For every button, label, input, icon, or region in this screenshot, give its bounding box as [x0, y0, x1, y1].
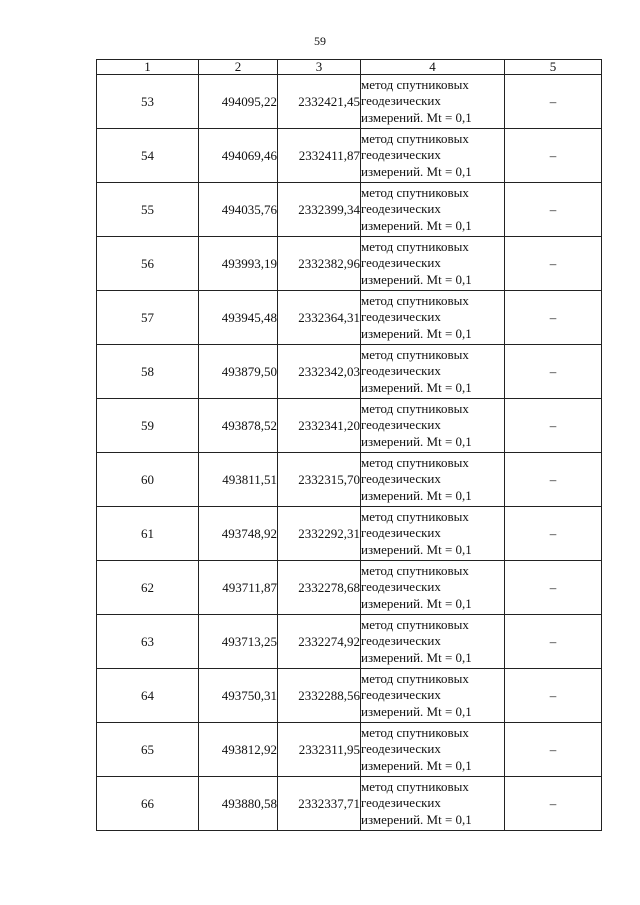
y-coordinate-cell: 2332278,68 — [278, 561, 361, 615]
method-line: измерений. Mt = 0,1 — [361, 757, 472, 773]
method-cell — [361, 669, 505, 723]
method-line: измерений. Mt = 0,1 — [361, 379, 472, 395]
x-coordinate-cell: 494035,76 — [199, 183, 278, 237]
y-coordinate-cell: 2332315,70 — [278, 453, 361, 507]
method-cell — [361, 507, 505, 561]
x-coordinate-cell: 494069,46 — [199, 129, 278, 183]
header-col-5: 5 — [505, 60, 602, 75]
method-line: геодезических — [361, 93, 441, 109]
table-row — [97, 615, 602, 669]
y-coordinate-cell: 2332399,34 — [278, 183, 361, 237]
point-number-cell: 60 — [97, 453, 199, 507]
y-coordinate-cell: 2332411,87 — [278, 129, 361, 183]
method-line: геодезических — [361, 633, 441, 649]
y-coordinate-cell: 2332364,31 — [278, 291, 361, 345]
column-5-cell: – — [505, 75, 602, 129]
table-row — [97, 291, 602, 345]
y-coordinate-cell: 2332341,20 — [278, 399, 361, 453]
page-number: 59 — [314, 34, 326, 48]
method-cell — [361, 561, 505, 615]
method-line: геодезических — [361, 309, 441, 325]
coordinates-table — [96, 59, 602, 831]
point-number-cell: 59 — [97, 399, 199, 453]
method-line: геодезических — [361, 579, 441, 595]
x-coordinate-cell: 493748,92 — [199, 507, 278, 561]
y-coordinate-cell: 2332342,03 — [278, 345, 361, 399]
table-row — [97, 507, 602, 561]
header-col-3: 3 — [278, 60, 361, 75]
table-header — [97, 60, 602, 75]
method-line: метод спутниковых — [361, 76, 469, 92]
method-line: метод спутниковых — [361, 616, 469, 632]
table-row — [97, 345, 602, 399]
column-5-cell: – — [505, 399, 602, 453]
column-5-cell: – — [505, 453, 602, 507]
y-coordinate-cell: 2332288,56 — [278, 669, 361, 723]
method-line: метод спутниковых — [361, 724, 469, 740]
method-line: измерений. Mt = 0,1 — [361, 487, 472, 503]
y-coordinate-cell: 2332382,96 — [278, 237, 361, 291]
column-5-cell: – — [505, 129, 602, 183]
point-number-cell: 65 — [97, 723, 199, 777]
method-line: метод спутниковых — [361, 292, 469, 308]
method-line: измерений. Mt = 0,1 — [361, 325, 472, 341]
point-number-cell: 63 — [97, 615, 199, 669]
point-number-cell: 58 — [97, 345, 199, 399]
x-coordinate-cell: 493945,48 — [199, 291, 278, 345]
y-coordinate-cell: 2332292,31 — [278, 507, 361, 561]
header-col-4: 4 — [361, 60, 505, 75]
method-cell — [361, 75, 505, 129]
column-5-cell: – — [505, 291, 602, 345]
column-5-cell: – — [505, 669, 602, 723]
point-number-cell: 53 — [97, 75, 199, 129]
method-cell — [361, 183, 505, 237]
method-line: метод спутниковых — [361, 778, 469, 794]
method-line: измерений. Mt = 0,1 — [361, 271, 472, 287]
method-line: измерений. Mt = 0,1 — [361, 163, 472, 179]
x-coordinate-cell: 493879,50 — [199, 345, 278, 399]
method-line: измерений. Mt = 0,1 — [361, 811, 472, 827]
table-row — [97, 183, 602, 237]
header-col-2: 2 — [199, 60, 278, 75]
point-number-cell: 55 — [97, 183, 199, 237]
method-line: геодезических — [361, 255, 441, 271]
y-coordinate-cell: 2332311,95 — [278, 723, 361, 777]
method-line: метод спутниковых — [361, 670, 469, 686]
table-row — [97, 453, 602, 507]
method-line: геодезических — [361, 741, 441, 757]
method-line: измерений. Mt = 0,1 — [361, 703, 472, 719]
x-coordinate-cell: 494095,22 — [199, 75, 278, 129]
column-5-cell: – — [505, 777, 602, 831]
x-coordinate-cell: 493811,51 — [199, 453, 278, 507]
method-line: геодезических — [361, 201, 441, 217]
method-line: измерений. Mt = 0,1 — [361, 649, 472, 665]
method-cell — [361, 237, 505, 291]
table-row — [97, 399, 602, 453]
method-line: метод спутниковых — [361, 346, 469, 362]
x-coordinate-cell: 493750,31 — [199, 669, 278, 723]
method-line: геодезических — [361, 471, 441, 487]
table-row — [97, 561, 602, 615]
x-coordinate-cell: 493812,92 — [199, 723, 278, 777]
point-number-cell: 54 — [97, 129, 199, 183]
column-5-cell: – — [505, 345, 602, 399]
table-row — [97, 777, 602, 831]
point-number-cell: 61 — [97, 507, 199, 561]
column-5-cell: – — [505, 561, 602, 615]
x-coordinate-cell: 493880,58 — [199, 777, 278, 831]
method-line: метод спутниковых — [361, 130, 469, 146]
column-5-cell: – — [505, 183, 602, 237]
method-line: измерений. Mt = 0,1 — [361, 595, 472, 611]
method-line: метод спутниковых — [361, 184, 469, 200]
header-row — [97, 60, 602, 75]
method-line: измерений. Mt = 0,1 — [361, 217, 472, 233]
y-coordinate-cell: 2332337,71 — [278, 777, 361, 831]
method-line: геодезических — [361, 795, 441, 811]
method-line: метод спутниковых — [361, 508, 469, 524]
method-cell — [361, 723, 505, 777]
column-5-cell: – — [505, 237, 602, 291]
method-cell — [361, 453, 505, 507]
method-line: геодезических — [361, 525, 441, 541]
point-number-cell: 56 — [97, 237, 199, 291]
method-line: геодезических — [361, 687, 441, 703]
method-line: геодезических — [361, 417, 441, 433]
table-row — [97, 129, 602, 183]
method-cell — [361, 291, 505, 345]
table-row — [97, 723, 602, 777]
method-cell — [361, 777, 505, 831]
table-row — [97, 75, 602, 129]
x-coordinate-cell: 493711,87 — [199, 561, 278, 615]
point-number-cell: 57 — [97, 291, 199, 345]
point-number-cell: 62 — [97, 561, 199, 615]
column-5-cell: – — [505, 507, 602, 561]
header-col-1: 1 — [97, 60, 199, 75]
y-coordinate-cell: 2332274,92 — [278, 615, 361, 669]
column-5-cell: – — [505, 615, 602, 669]
table-row — [97, 237, 602, 291]
method-line: геодезических — [361, 147, 441, 163]
x-coordinate-cell: 493993,19 — [199, 237, 278, 291]
point-number-cell: 64 — [97, 669, 199, 723]
method-cell — [361, 615, 505, 669]
table-body — [97, 75, 602, 831]
x-coordinate-cell: 493713,25 — [199, 615, 278, 669]
x-coordinate-cell: 493878,52 — [199, 399, 278, 453]
method-line: измерений. Mt = 0,1 — [361, 109, 472, 125]
method-cell — [361, 129, 505, 183]
method-line: метод спутниковых — [361, 238, 469, 254]
method-line: метод спутниковых — [361, 454, 469, 470]
table-row — [97, 669, 602, 723]
method-cell — [361, 345, 505, 399]
method-line: измерений. Mt = 0,1 — [361, 433, 472, 449]
method-line: геодезических — [361, 363, 441, 379]
y-coordinate-cell: 2332421,45 — [278, 75, 361, 129]
method-cell — [361, 399, 505, 453]
method-line: метод спутниковых — [361, 400, 469, 416]
point-number-cell: 66 — [97, 777, 199, 831]
method-line: метод спутниковых — [361, 562, 469, 578]
column-5-cell: – — [505, 723, 602, 777]
method-line: измерений. Mt = 0,1 — [361, 541, 472, 557]
